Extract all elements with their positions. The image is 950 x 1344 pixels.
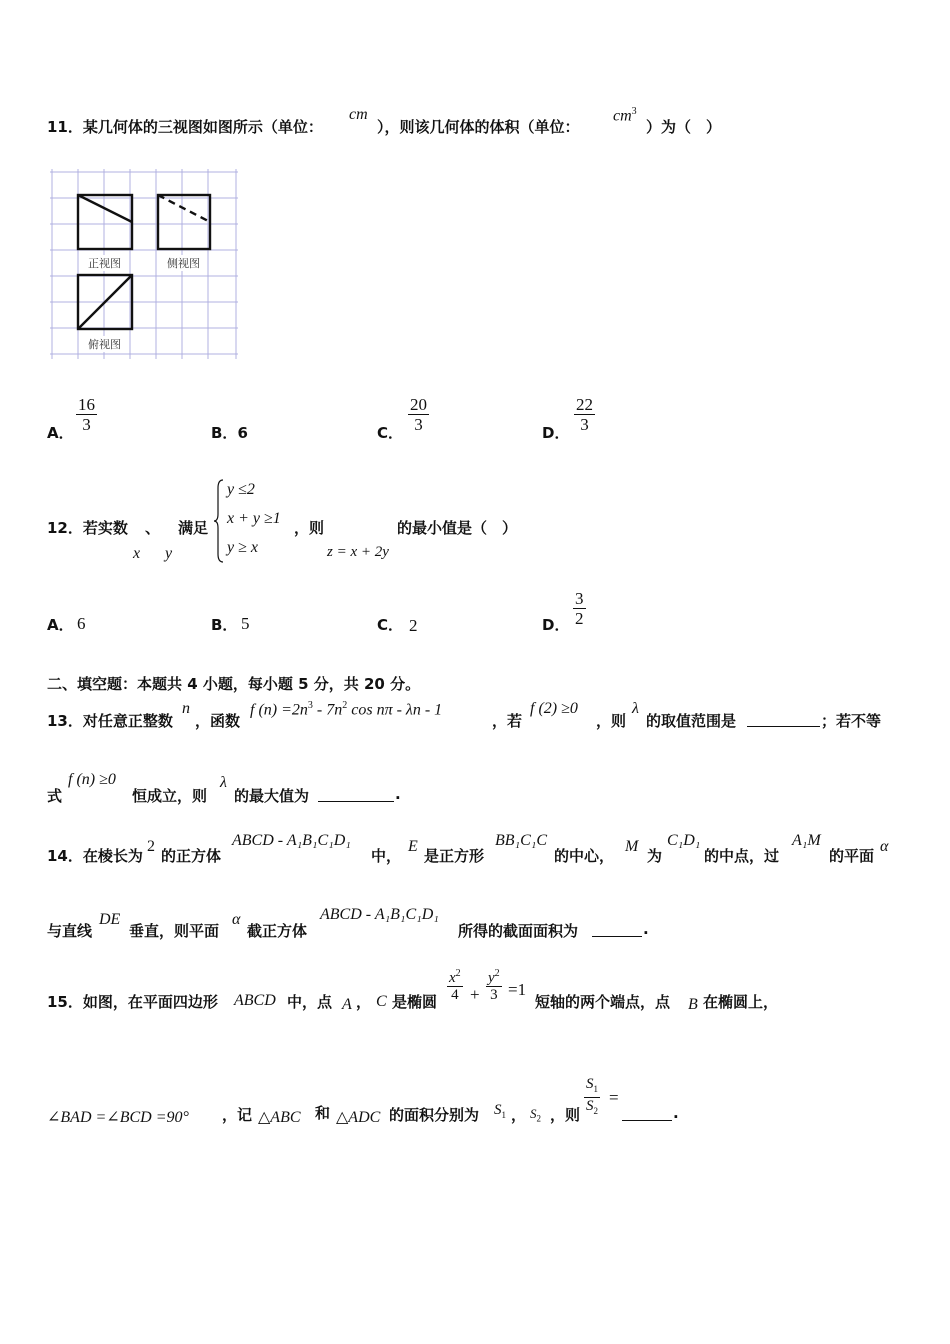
q12-objective: z = x + 2y bbox=[327, 544, 389, 560]
q12-constraint-1: y ≤2 bbox=[227, 481, 255, 498]
q11-stem: 11．某几何体的三视图如图所示（单位： bbox=[47, 118, 323, 136]
q11-stem-c: ）为（ ） bbox=[646, 118, 722, 136]
q14-stem-a: 14．在棱长为 bbox=[47, 847, 143, 865]
q11-unit-cm: cm bbox=[349, 106, 368, 123]
q15-stem-a: 15．如图，在平面四边形 bbox=[47, 993, 218, 1011]
q15-stem-i: ，则 bbox=[550, 1106, 581, 1124]
q13-period: . bbox=[395, 785, 401, 803]
q11-number: 11． bbox=[47, 118, 83, 136]
q14-alpha: α bbox=[880, 838, 889, 855]
q12-stem: 12．若实数 bbox=[47, 519, 128, 537]
q12-option-d-value: $\frac{3}{2}$ bbox=[575, 589, 584, 628]
q13-stem-c: ，若 bbox=[492, 712, 523, 730]
q13-condition-2: f (n) ≥0 bbox=[68, 771, 116, 788]
q14-stem-b: 的正方体 bbox=[161, 847, 222, 865]
q11-stem-b: ），则该几何体的体积（单位： bbox=[377, 118, 580, 136]
q14-stem-k: 截正方体 bbox=[247, 922, 308, 940]
front-view-label: 正视图 bbox=[88, 257, 121, 270]
q13-blank-1[interactable] bbox=[747, 712, 820, 727]
q14-point-m: M bbox=[625, 838, 639, 855]
q12-constraint-3: y ≥ x bbox=[227, 539, 258, 556]
q14-stem-g: 的中点，过 bbox=[704, 847, 780, 865]
q11-option-c-value: $\frac{20}{3}$ bbox=[410, 395, 427, 434]
q12-brace bbox=[213, 478, 225, 564]
q14-stem-h: 的平面 bbox=[829, 847, 875, 865]
q12-satisfies: 满足 bbox=[178, 519, 209, 537]
q15-equals-one: =1 bbox=[508, 980, 527, 999]
q15-stem-f: ，记 bbox=[222, 1106, 253, 1124]
q13-function: f $(n) =2n^3 - 7n^2$ cos nπ - λn - 1 bbox=[250, 700, 443, 719]
q15-quad: ABCD bbox=[234, 992, 276, 1009]
q15-and: 和 bbox=[315, 1104, 331, 1122]
side-view-label: 侧视图 bbox=[167, 257, 200, 270]
q14-point-e: E bbox=[408, 838, 418, 855]
q14-blank[interactable] bbox=[592, 922, 642, 937]
q14-stem-j: 垂直，则平面 bbox=[129, 922, 220, 940]
q13-stem-h: 恒成立，则 bbox=[132, 787, 208, 805]
q11-option-d-label[interactable]: D． bbox=[542, 424, 570, 442]
q12-option-b-label[interactable]: B． bbox=[211, 616, 238, 634]
q15-angle: ∠BAD =∠BCD =90° bbox=[47, 1109, 189, 1126]
q15-ellipse-term-x: $\frac{x^2}{4}$ bbox=[449, 968, 461, 1003]
top-view-label: 俯视图 bbox=[88, 338, 121, 351]
q12-var-x: x bbox=[133, 545, 141, 562]
q15-comma: ， bbox=[356, 993, 372, 1011]
q11-option-a-value: $\frac{16}{3}$ bbox=[78, 395, 95, 434]
q14-a1m: A₁M bbox=[792, 832, 821, 849]
q13-stem-f: ；若不等 bbox=[821, 712, 882, 730]
q12-constraint-2: x + y ≥1 bbox=[227, 510, 281, 527]
q14-stem-e: 的中心， bbox=[554, 847, 615, 865]
q15-ellipse-term-y: $\frac{y^2}{3}$ bbox=[488, 968, 500, 1003]
q15-s1: $S_1$ bbox=[494, 1102, 506, 1120]
q12-option-a-label[interactable]: A． bbox=[47, 616, 74, 634]
q14-face: BB₁C₁C bbox=[495, 832, 548, 849]
q15-comma-2: ， bbox=[511, 1106, 527, 1124]
q12-option-c-label[interactable]: C． bbox=[377, 616, 404, 634]
front-view-square bbox=[78, 195, 132, 249]
q12-sep: 、 bbox=[145, 519, 161, 537]
q15-point-b: B bbox=[688, 996, 698, 1013]
q12-option-b-value: 5 bbox=[241, 614, 250, 633]
q13-stem-g: 式 bbox=[47, 787, 63, 805]
q14-cube: ABCD - A₁B₁C₁D₁ bbox=[232, 832, 351, 849]
q12-min-text: 的最小值是（ ） bbox=[397, 519, 518, 537]
q15-ratio: $\frac{S_1}{S_2}$ bbox=[586, 1076, 598, 1116]
q14-cube-2: ABCD - A₁B₁C₁D₁ bbox=[320, 906, 439, 923]
q13-stem-b: ，函数 bbox=[195, 712, 241, 730]
q15-stem-b: 中，点 bbox=[287, 993, 333, 1011]
q15-stem-c: 是椭圆 bbox=[392, 993, 438, 1011]
q14-stem-c: 中， bbox=[371, 847, 402, 865]
q14-period: . bbox=[643, 920, 649, 938]
q15-triangle-abc: △ABC bbox=[258, 1109, 301, 1126]
q11-option-c-label[interactable]: C． bbox=[377, 424, 404, 442]
q13-var-n: n bbox=[182, 700, 190, 717]
q12-then: ，则 bbox=[294, 519, 325, 537]
q14-line-de: DE bbox=[99, 911, 121, 928]
q15-blank[interactable] bbox=[622, 1106, 672, 1121]
q15-triangle-adc: △ADC bbox=[336, 1109, 381, 1126]
q11-option-b[interactable]: B．6 bbox=[211, 424, 248, 442]
q13-lambda-2: λ bbox=[220, 774, 227, 791]
q15-s2: $S_2$ bbox=[530, 1106, 541, 1124]
q15-stem-e: 在椭圆上， bbox=[703, 993, 779, 1011]
side-view-square bbox=[158, 195, 210, 249]
q15-point-c: C bbox=[376, 993, 387, 1010]
q14-stem-d: 是正方形 bbox=[424, 847, 485, 865]
q13-stem-a: 13．对任意正整数 bbox=[47, 712, 173, 730]
q15-stem-h: 的面积分别为 bbox=[389, 1106, 480, 1124]
q13-stem-e: 的取值范围是 bbox=[646, 712, 737, 730]
q11-option-d-value: $\frac{22}{3}$ bbox=[576, 395, 593, 434]
q15-stem-d: 短轴的两个端点，点 bbox=[535, 993, 671, 1011]
three-view-figure bbox=[50, 169, 238, 359]
q14-alpha-2: α bbox=[232, 911, 241, 928]
q12-option-c-value: 2 bbox=[409, 616, 418, 635]
q14-edge: 2 bbox=[147, 838, 155, 855]
q13-lambda: λ bbox=[632, 700, 639, 717]
section-2-heading: 二、填空题：本题共 4 小题，每小题 5 分，共 20 分。 bbox=[47, 675, 421, 693]
q13-condition: f (2) ≥0 bbox=[530, 700, 578, 717]
q14-stem-i: 与直线 bbox=[47, 922, 93, 940]
q14-edge-c1d1: C₁D₁ bbox=[667, 832, 701, 849]
q13-stem-d: ，则 bbox=[596, 712, 627, 730]
q15-eq: = bbox=[609, 1088, 619, 1107]
q13-stem-i: 的最大值为 bbox=[234, 787, 310, 805]
q13-blank-2[interactable] bbox=[318, 787, 394, 802]
q11-option-a-label[interactable]: A． bbox=[47, 424, 74, 442]
q15-plus: + bbox=[470, 985, 480, 1004]
q14-stem-f: 为 bbox=[647, 847, 663, 865]
q14-stem-l: 所得的截面面积为 bbox=[458, 922, 579, 940]
q11-unit-cm3: $cm^3$ bbox=[613, 106, 637, 125]
q12-option-a-value: 6 bbox=[77, 614, 86, 633]
q15-period: . bbox=[673, 1104, 679, 1122]
q15-point-a: A bbox=[342, 996, 352, 1013]
q12-var-y: y bbox=[165, 545, 173, 562]
q12-option-d-label[interactable]: D． bbox=[542, 616, 570, 634]
